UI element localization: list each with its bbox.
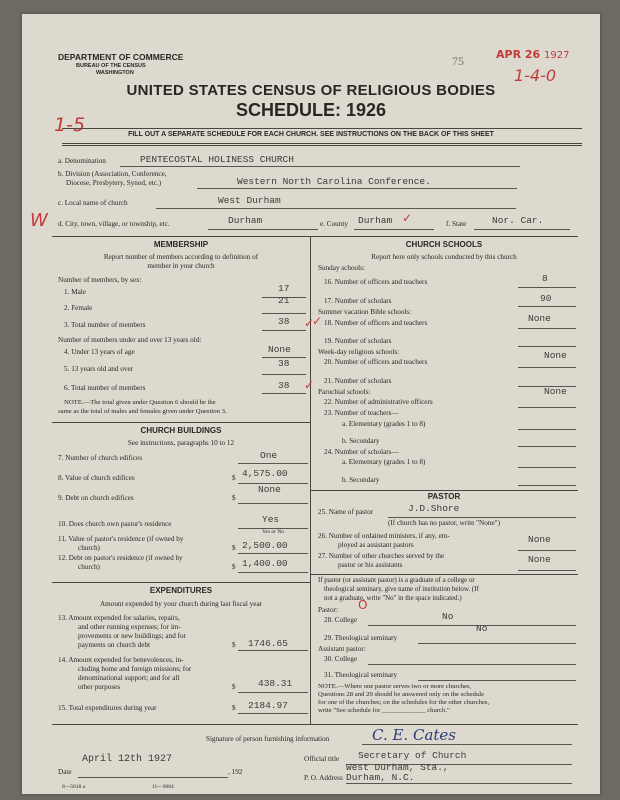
q23b-label: b. Secondary: [342, 437, 380, 445]
underline: [518, 287, 576, 288]
q17-value: 90: [540, 293, 552, 304]
q26-label-1: 26. Number of ordained ministers, if any, em-: [318, 532, 450, 540]
q12-label-1: 12. Debt on pastor's residence (if owned by: [58, 554, 183, 562]
local-name-value: West Durham: [218, 195, 281, 206]
q23-label: 23. Number of teachers—: [324, 409, 399, 417]
q20-value: None: [544, 350, 567, 361]
city-town-label: d. City, town, village, or township, etc.: [58, 220, 170, 228]
q20-label: 20. Number of officers and teachers: [324, 358, 428, 366]
received-stamp: [496, 48, 570, 61]
underline: [518, 485, 576, 486]
q31-label: 31. Theological seminary: [324, 671, 398, 679]
q10-value: Yes: [262, 514, 280, 525]
pastor-note-3: for one of the churches; on the schedules for the other churches,: [318, 699, 490, 706]
local-name-label: c. Local name of church: [58, 199, 128, 207]
membership-note-1: NOTE.—The total given under Question 6 should be the: [64, 399, 216, 406]
pastor-note-1: NOTE.—Where one pastor serves two or more churches,: [318, 683, 472, 690]
column-divider: [310, 236, 311, 724]
q6-value: 38: [278, 380, 290, 391]
q14-label-4: other purposes: [78, 683, 121, 691]
underline: [197, 188, 517, 189]
dollar-sign: $: [232, 704, 236, 712]
q27-label-2: pastor or his assistants: [338, 561, 403, 569]
q21-label: 21. Number of scholars: [324, 377, 392, 385]
rule: [62, 145, 582, 146]
underline: [78, 777, 228, 778]
schools-heading: CHURCH SCHOOLS: [405, 240, 483, 249]
q30-label: 30. College: [324, 655, 358, 663]
q1-value: 17: [278, 283, 290, 294]
underline: [238, 650, 308, 651]
rule: [62, 128, 582, 129]
q13-label-4: payments on church debt: [78, 641, 151, 649]
q14-value: 438.31: [258, 678, 293, 689]
underline: [518, 346, 576, 347]
q5-label: 5. 13 years old and over: [64, 365, 134, 373]
underline: [262, 374, 306, 375]
underline: [518, 429, 576, 430]
q25-note: (If church has no pastor, write "None"): [388, 519, 500, 527]
q14-label-1: 14. Amount expended for benevolences, in-: [58, 656, 184, 664]
red-mark: O: [358, 598, 368, 612]
rule: [310, 490, 578, 491]
q22-label: 22. Number of administrative officers: [324, 398, 433, 406]
rule: [52, 724, 578, 725]
county-value: Durham: [358, 215, 393, 226]
q9-value: None: [258, 484, 281, 495]
dollar-sign: $: [232, 494, 236, 502]
city-label: WASHINGTON: [96, 70, 134, 76]
graduate-note-2: theological seminary, give name of institution below. (If: [324, 586, 479, 593]
margin-mark: W: [30, 210, 48, 231]
q14-label-3: denominational support; and for all: [78, 674, 180, 682]
q11-label-1: 11. Value of pastor's residence (if owned by: [58, 535, 184, 543]
q7-value: One: [260, 450, 278, 461]
q24-label: 24. Number of scholars—: [324, 448, 399, 456]
q16-value: 8: [542, 273, 548, 284]
pastor-heading: PASTOR: [427, 492, 461, 501]
q26-value: None: [528, 534, 551, 545]
q6-label: 6. Total number of members: [64, 384, 146, 392]
q15-value: 2184.97: [248, 700, 288, 711]
date-year-suffix: , 192: [228, 768, 243, 776]
form-subtitle: SCHEDULE: 1926: [235, 100, 387, 120]
underline: [368, 664, 576, 665]
state-label: f. State: [446, 220, 467, 228]
check-mark-icon: ✓: [312, 314, 323, 328]
q18-value: None: [528, 313, 551, 324]
red-code-right: 1-4-0: [514, 66, 557, 85]
membership-intro-2: member in your church: [147, 262, 215, 270]
dollar-sign: $: [232, 641, 236, 649]
q1-label: 1. Male: [64, 288, 86, 296]
q25-value: J.D.Shore: [408, 503, 460, 514]
check-mark-icon: ✓: [304, 378, 315, 392]
division-label-2: Diocese, Presbytery, Synod, etc.): [66, 179, 162, 187]
underline: [362, 744, 572, 745]
bureau-label: BUREAU OF THE CENSUS: [76, 63, 146, 69]
q14-label-2: cluding home and foreign missions; for: [78, 665, 192, 673]
underline: [262, 393, 306, 394]
weekday-schools-label: Week-day religious schools:: [318, 348, 400, 356]
q28-label: 28. College: [324, 616, 358, 624]
underline: [262, 313, 306, 314]
q3-value: 38: [278, 316, 290, 327]
check-mark-icon: ✓: [402, 211, 413, 225]
membership-heading: MEMBERSHIP: [153, 240, 209, 249]
underline: [388, 517, 576, 518]
q15-label: 15. Total expenditures during year: [58, 704, 157, 712]
assistant-pastor-subheading: Assistant pastor:: [318, 645, 366, 653]
membership-note-2: same as the total of males and females given under Question 3.: [58, 408, 227, 415]
q2-label: 2. Female: [64, 304, 93, 312]
address-value-2: Durham, N.C.: [346, 772, 415, 783]
county-label: e. County: [320, 220, 348, 228]
form-code-left: 8—5818 a: [62, 784, 86, 790]
q27-label-1: 27. Number of other churches served by the: [318, 552, 445, 560]
address-label: P. O. Address: [304, 774, 343, 782]
rule: [310, 574, 578, 575]
underline: [238, 572, 308, 573]
underline: [238, 463, 308, 464]
state-value: Nor. Car.: [492, 215, 544, 226]
q13-label-3: provements or new buildings; and for: [78, 632, 186, 640]
q18-label: 18. Number of officers and teachers: [324, 319, 428, 327]
dollar-sign: $: [232, 683, 236, 691]
underline: [418, 643, 576, 644]
stamp-month: APR: [496, 48, 522, 61]
official-title-value: Secretary of Church: [358, 750, 467, 761]
underline: [474, 229, 570, 230]
q4-label: 4. Under 13 years of age: [64, 348, 135, 356]
underline: [208, 229, 318, 230]
buildings-intro: See instructions, paragraphs 10 to 12: [127, 439, 235, 447]
signature-value: C. E. Cates: [372, 726, 456, 744]
by-sex-label: Number of members, by sex:: [58, 276, 142, 284]
form-title: UNITED STATES CENSUS OF RELIGIOUS BODIES: [126, 82, 496, 99]
q29-label: 29. Theological seminary: [324, 634, 398, 642]
graduate-note-3: not a graduate, write "No" in the space indicated.): [324, 595, 462, 602]
red-code-left: 1-5: [54, 114, 86, 136]
pastor-subheading: Pastor:: [318, 606, 338, 614]
q24b-label: b. Secondary: [342, 476, 380, 484]
underline: [518, 367, 576, 368]
dollar-sign: $: [232, 474, 236, 482]
pastor-note-4: write "See schedule for _____________ church.": [318, 707, 450, 714]
form-code-mid: 11—9084: [152, 784, 174, 790]
parochial-value: None: [544, 386, 567, 397]
underline: [518, 467, 576, 468]
underline: [368, 625, 576, 626]
underline: [238, 692, 308, 693]
q5-value: 38: [278, 358, 290, 369]
q8-label: 8. Value of church edifices: [58, 474, 135, 482]
yes-no-hint: Yes or No: [262, 529, 285, 535]
underline: [418, 680, 576, 681]
division-label-1: b. Division (Association, Conference,: [58, 170, 167, 178]
q12-value: 1,400.00: [242, 558, 288, 569]
underline: [518, 407, 576, 408]
rule: [52, 236, 578, 237]
underline: [518, 446, 576, 447]
underline: [518, 328, 576, 329]
q4-value: None: [268, 344, 291, 355]
stamp-day: 26: [524, 48, 541, 61]
q27-value: None: [528, 554, 551, 565]
underline: [120, 166, 520, 167]
graduate-note-1: If pastor (or assistant pastor) is a graduate of a college or: [318, 577, 475, 584]
parochial-schools-label: Parochial schools:: [318, 388, 371, 396]
rule: [52, 422, 310, 423]
rule: [62, 143, 582, 144]
summer-schools-label: Summer vacation Bible schools:: [318, 308, 412, 316]
address-value-1: West Durham, Sta.,: [346, 762, 449, 773]
date-label: Date: [58, 768, 72, 776]
q10-label: 10. Does church own pastor's residence: [58, 520, 172, 528]
dollar-sign: $: [232, 544, 236, 552]
q29-value: No: [476, 623, 488, 634]
q8-value: 4,575.00: [242, 468, 288, 479]
q23a-label: a. Elementary (grades 1 to 8): [342, 420, 426, 428]
q19-label: 19. Number of scholars: [324, 337, 392, 345]
rule: [52, 582, 310, 583]
underline: [346, 783, 572, 784]
q7-label: 7. Number of church edifices: [58, 454, 143, 462]
denomination-value: PENTECOSTAL HOLINESS CHURCH: [140, 154, 294, 165]
form-number: 75: [452, 54, 464, 68]
check-mark-icon: ✓: [304, 316, 315, 330]
buildings-heading: CHURCH BUILDINGS: [140, 426, 222, 435]
census-form: [22, 14, 600, 794]
q13-label-2: and other running expenses; for im-: [78, 623, 181, 631]
form-instruction: FILL OUT A SEPARATE SCHEDULE FOR EACH CHURCH. SEE INSTRUCTIONS ON THE BACK OF THIS SHEET: [128, 131, 494, 138]
underline: [354, 229, 434, 230]
city-town-value: Durham: [228, 215, 263, 226]
q3-label: 3. Total number of members: [64, 321, 146, 329]
q25-label: 25. Name of pastor: [318, 508, 374, 516]
dollar-sign: $: [232, 563, 236, 571]
q16-label: 16. Number of officers and teachers: [324, 278, 428, 286]
membership-intro-1: Report number of members according to definition of: [103, 253, 259, 261]
q2-value: 21: [278, 295, 290, 306]
division-value: Western North Carolina Conference.: [237, 176, 431, 187]
underline: [238, 553, 308, 554]
q17-label: 17. Number of scholars: [324, 297, 392, 305]
schools-intro: Report here only schools conducted by this church: [371, 253, 517, 261]
underline: [262, 330, 306, 331]
sunday-schools-label: Sunday schools:: [318, 264, 365, 272]
underline: [238, 503, 308, 504]
stamp-year: 1927: [544, 50, 570, 61]
underline: [518, 306, 576, 307]
expenditures-intro: Amount expended by your church during last fiscal year: [99, 600, 263, 608]
q13-label-1: 13. Amount expended for salaries, repairs,: [58, 614, 180, 622]
q11-label-2: church): [78, 544, 100, 552]
q13-value: 1746.65: [248, 638, 288, 649]
pastor-note-2: Questions 28 and 29 should be answered only on the schedule: [318, 691, 485, 698]
underline: [156, 208, 516, 209]
official-title-label: Official title: [304, 755, 340, 763]
q28-value: No: [442, 611, 454, 622]
q12-label-2: church): [78, 563, 100, 571]
q11-value: 2,500.00: [242, 540, 288, 551]
expenditures-heading: EXPENDITURES: [149, 586, 213, 595]
underline: [518, 550, 576, 551]
underline: [238, 713, 308, 714]
age-intro-label: Number of members under and over 13 years old:: [58, 336, 202, 344]
department-label: DEPARTMENT OF COMMERCE: [58, 52, 184, 62]
q24a-label: a. Elementary (grades 1 to 8): [342, 458, 426, 466]
underline: [518, 570, 576, 571]
date-value: April 12th 1927: [82, 754, 173, 765]
denomination-label: a. Denomination: [58, 157, 106, 165]
q9-label: 9. Debt on church edifices: [58, 494, 134, 502]
q26-label-2: ployed as assistant pastors: [338, 541, 414, 549]
signature-label: Signature of person furnishing information: [206, 735, 330, 743]
